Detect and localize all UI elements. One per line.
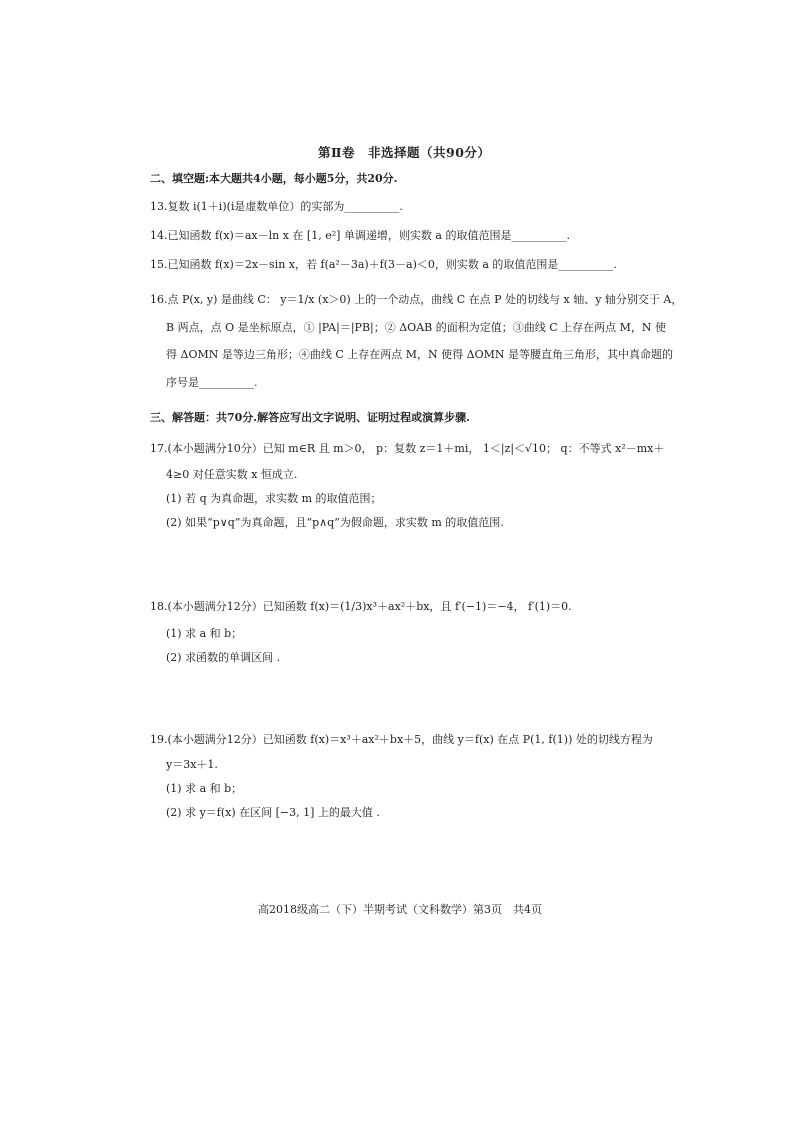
question-19-part1: (1) 求 a 和 b； [166,782,243,795]
question-18-line1: 18.(本小题满分12分）已知函数 f(x)＝(1/3)x³＋ax²＋bx，且 f′(−1)＝−4， f′(1)＝0. [150,600,572,613]
part-title: 第Ⅱ卷 非选择题（共90分） [318,145,491,160]
question-17-line2: 4≥0 对任意实数 x 恒成立. [166,468,298,481]
question-16-line1: 16.点 P(x, y) 是曲线 C： y＝1/x (x＞0) 上的一个动点，曲线 C 在点 P 处的切线与 x 轴、y 轴分别交于 A， [150,293,683,306]
question-19-line2: y＝3x＋1. [166,758,218,771]
question-16-line2: B 两点，点 O 是坐标原点，① |PA|＝|PB|；② ΔOAB 的面积为定值；③曲线 C 上存在两点 M，N 使 [166,321,667,334]
question-18-part1: (1) 求 a 和 b； [166,627,243,640]
question-13: 13.复数 i(1＋i)(i是虚数单位）的实部为__________. [150,200,403,213]
question-18-part2: (2) 求函数的单调区间 . [166,651,281,664]
section3-heading: 三、解答题：共70分.解答应写出文字说明、证明过程或演算步骤. [150,411,470,424]
question-16-line3: 得 ΔOMN 是等边三角形；④曲线 C 上存在两点 M，N 使得 ΔOMN 是等腰直角三角形，其中真命题的 [166,348,673,361]
question-19-part2: (2) 求 y＝f(x) 在区间 [−3, 1] 上的最大值 . [166,806,380,819]
question-16-line4: 序号是__________. [166,376,258,389]
question-14: 14.已知函数 f(x)＝ax－ln x 在 [1, e²] 单调递增，则实数 a 的取值范围是__________. [150,229,570,242]
question-17-part2: (2) 如果“p∨q”为真命题，且“p∧q”为假命题，求实数 m 的取值范围. [166,516,504,529]
page-footer: 高2018级高二（下）半期考试（文科数学）第3页 共4页 [258,903,542,916]
question-15: 15.已知函数 f(x)＝2x－sin x，若 f(a²－3a)＋f(3－a)＜0，则实数 a 的取值范围是__________. [150,258,617,271]
question-19-line1: 19.(本小题满分12分）已知函数 f(x)＝x³＋ax²＋bx＋5，曲线 y＝f(x) 在点 P(1, f(1)) 处的切线方程为 [150,733,653,746]
question-17-part1: (1) 若 q 为真命题，求实数 m 的取值范围； [166,492,382,505]
question-17-line1: 17.(本小题满分10分）已知 m∈R 且 m＞0， p：复数 z＝1＋mi， 1＜|z|＜√10； q：不等式 x²－mx＋ [150,442,665,455]
section2-heading: 二、填空题:本大题共4小题，每小题5分，共20分. [150,172,398,185]
